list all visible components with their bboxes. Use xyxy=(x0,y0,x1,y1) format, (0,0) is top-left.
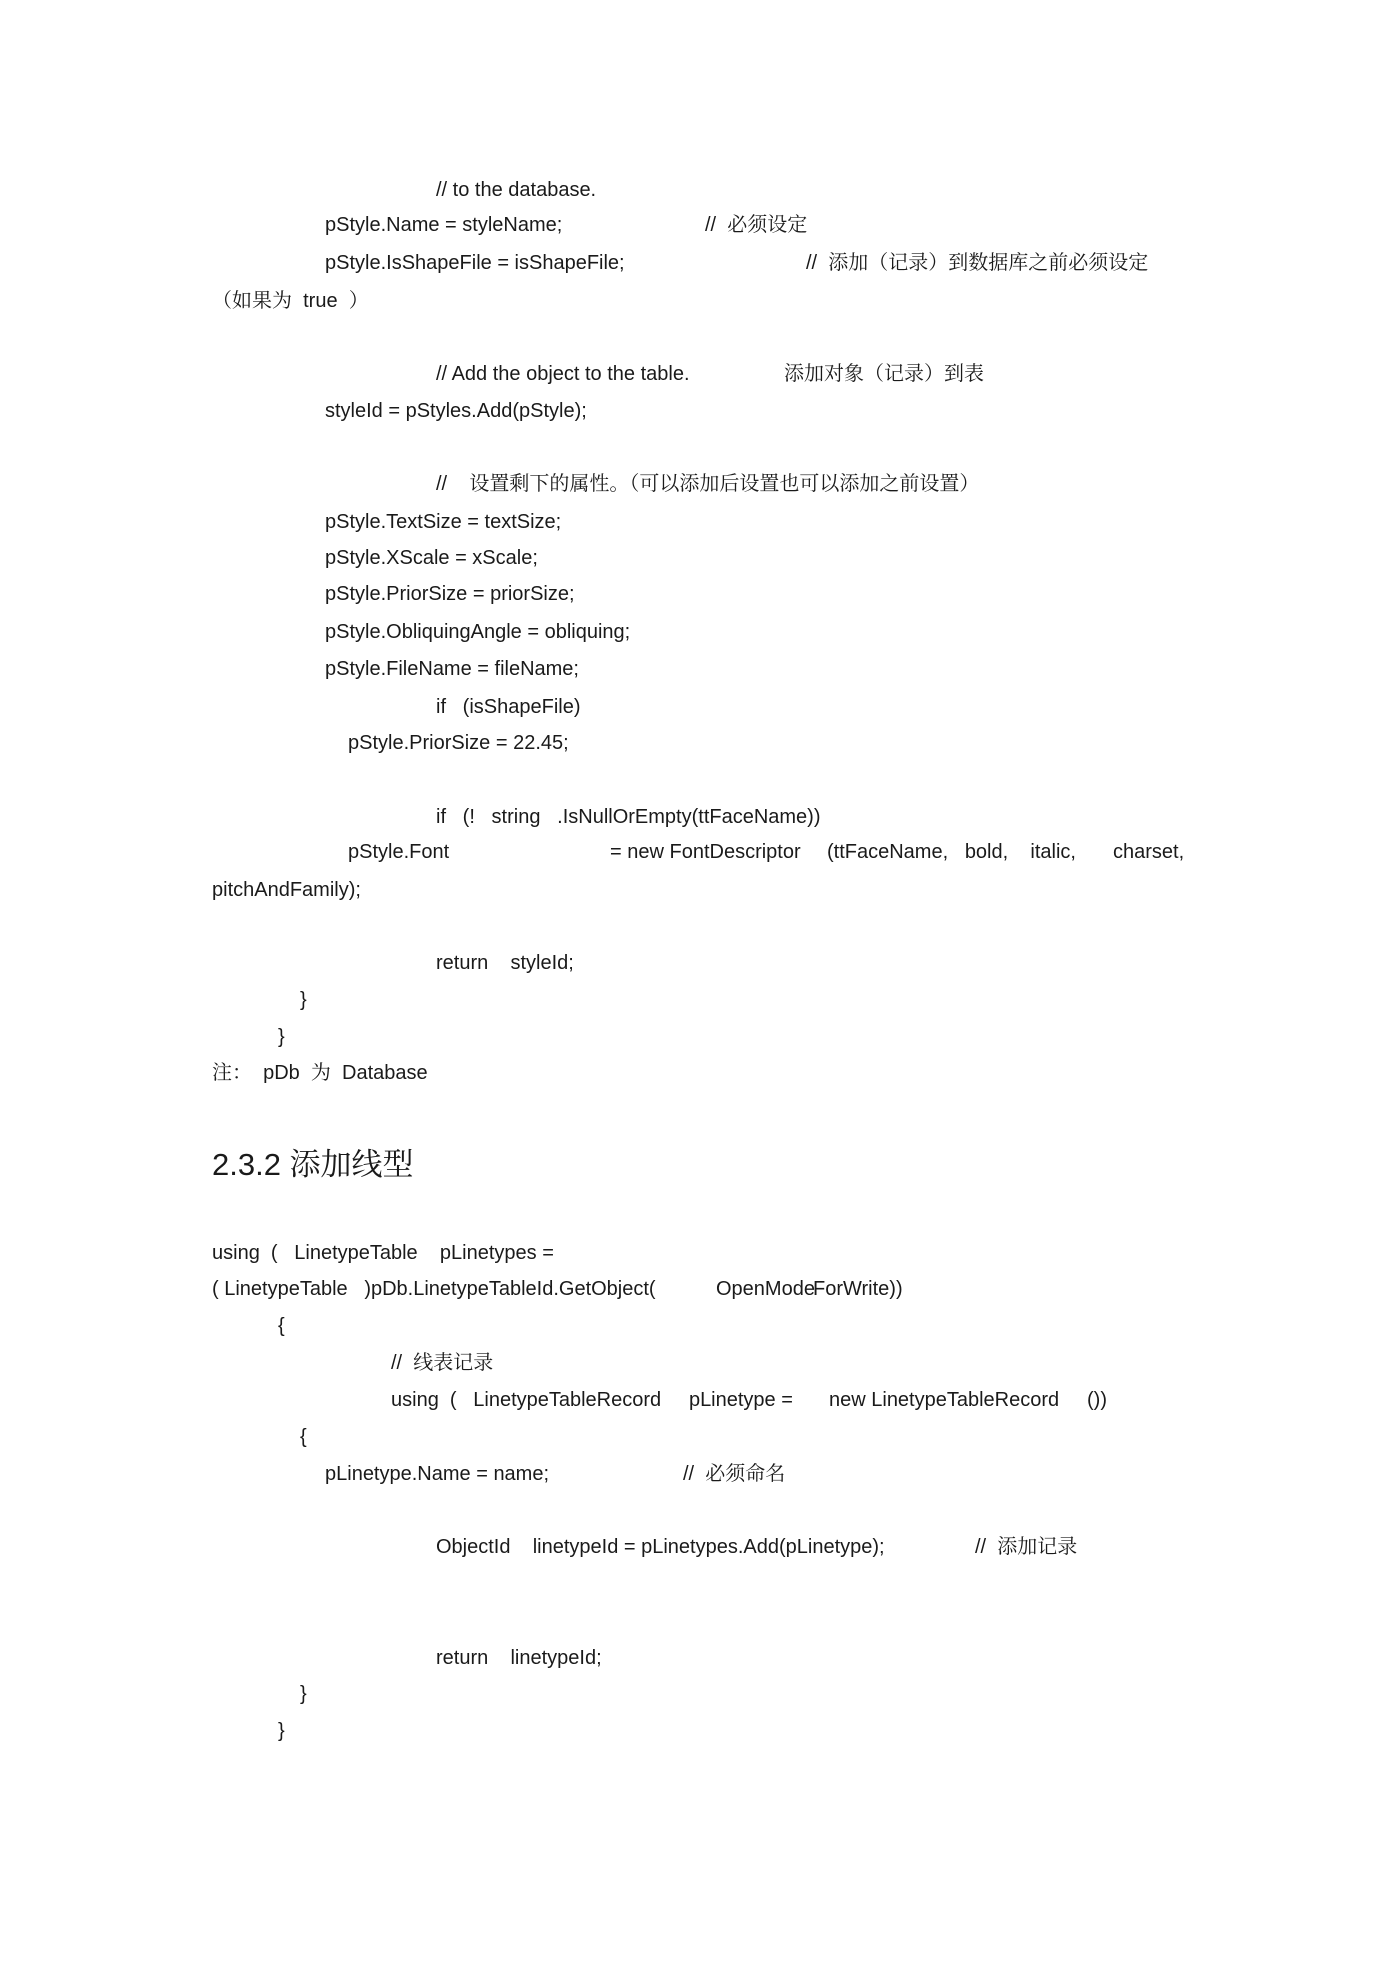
code-comment: // 设置剩下的属性。（可以添加后设置也可以添加之前设置） xyxy=(436,473,980,495)
code-line: charset, xyxy=(1113,841,1185,863)
code-line: pStyle.FileName = fileName; xyxy=(325,658,579,680)
code-comment: // Add the object to the table. xyxy=(436,363,690,385)
code-line: using ( LinetypeTable pLinetypes = xyxy=(212,1242,554,1264)
code-line: using ( LinetypeTableRecord pLinetype = xyxy=(391,1389,793,1411)
code-comment: // 线表记录 xyxy=(391,1352,494,1374)
code-line: OpenMode xyxy=(716,1278,815,1300)
code-comment: // 添加记录 xyxy=(975,1536,1078,1558)
code-line: pStyle.PriorSize = 22.45; xyxy=(348,732,569,754)
code-line: pStyle.TextSize = textSize; xyxy=(325,511,562,533)
code-line: ( LinetypeTable )pDb.LinetypeTableId.GetObject( xyxy=(212,1278,656,1300)
code-line: pStyle.Name = styleName; xyxy=(325,214,563,236)
code-line: (ttFaceName, bold, italic, xyxy=(827,841,1076,863)
code-brace: { xyxy=(300,1426,307,1448)
code-line: ()) xyxy=(1087,1389,1107,1411)
code-comment: // 必须设定 xyxy=(705,214,808,236)
code-comment: 添加对象（记录）到表 xyxy=(784,363,984,385)
code-line: pitchAndFamily); xyxy=(212,879,361,901)
code-line: if (! string .IsNullOrEmpty(ttFaceName)) xyxy=(436,806,821,828)
code-brace: { xyxy=(278,1315,285,1337)
code-line: styleId = pStyles.Add(pStyle); xyxy=(325,400,587,422)
note-text: 注： pDb 为 Database xyxy=(212,1062,428,1084)
code-comment: // to the database. xyxy=(436,179,597,201)
code-brace: } xyxy=(278,1026,285,1048)
code-line: return styleId; xyxy=(436,952,574,974)
code-line: pStyle.IsShapeFile = isShapeFile; xyxy=(325,252,625,274)
code-brace: } xyxy=(278,1720,285,1742)
code-line: pStyle.XScale = xScale; xyxy=(325,547,538,569)
code-line: pLinetype.Name = name; xyxy=(325,1463,550,1485)
code-comment: // 添加（记录）到数据库之前必须设定 xyxy=(806,252,1149,274)
code-line: pStyle.Font xyxy=(348,841,450,863)
code-line: pStyle.PriorSize = priorSize; xyxy=(325,583,575,605)
code-line: new LinetypeTableRecord xyxy=(829,1389,1060,1411)
code-line: ObjectId linetypeId = pLinetypes.Add(pLinetype); xyxy=(436,1536,885,1558)
code-comment-wrap: （如果为 true ） xyxy=(212,290,369,312)
code-line: return linetypeId; xyxy=(436,1647,602,1669)
section-heading: 2.3.2 添加线型 xyxy=(212,1147,414,1182)
code-brace: } xyxy=(300,1683,307,1705)
code-line: pStyle.ObliquingAngle = obliquing; xyxy=(325,621,631,643)
code-comment: // 必须命名 xyxy=(683,1463,786,1485)
code-brace: } xyxy=(300,989,307,1011)
code-line: if (isShapeFile) xyxy=(436,696,581,718)
code-line: = new FontDescriptor xyxy=(610,841,801,863)
code-line: ForWrite)) xyxy=(813,1278,903,1300)
